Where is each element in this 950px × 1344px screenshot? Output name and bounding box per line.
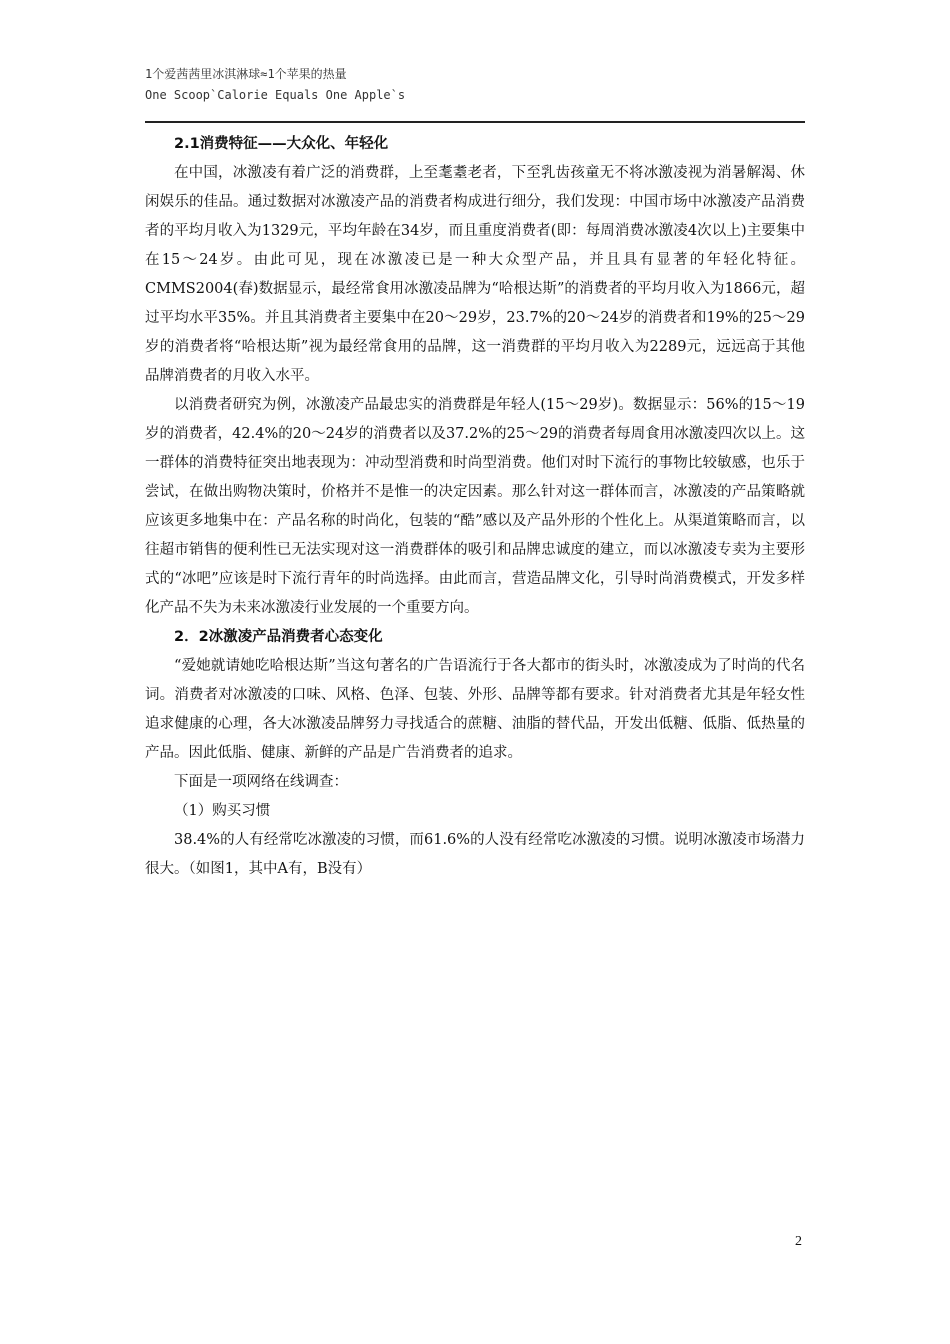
document-body bbox=[145, 130, 805, 884]
section-2-2-paragraph-1: “爱她就请她吃哈根达斯”当这句著名的广告语流行于各大都市的街头时，冰激凌成为了时尚的代名词。消费者对冰激凌的口味、风格、色泽、包装、外形、品牌等都有要求。针对消费者尤其是年轻女性追求健康的心理，各大冰激凌品牌努力寻找适合的蔗糖、油脂的替代品，开发出低糖、低脂、低热量的产品。因此低脂、健康、新鲜的产品是广告消费者的追求。 bbox=[145, 658, 805, 761]
section-2-1-paragraph-1: 在中国，冰激凌有着广泛的消费群，上至耄耋老者，下至乳齿孩童无不将冰激凌视为消暑解渴、休闲娱乐的佳品。通过数据对冰激凌产品的消费者构成进行细分，我们发现：中国市场中冰激凌产品消费者的平均月收入为1329元，平均年龄在34岁，而且重度消费者(即：每周消费冰激凌4次以上)主要集中在15～24岁。由此可见，现在冰激凌已是一种大众型产品，并且具有显著的年轻化特征。CMMS2004(春)数据显示，最经常食用冰激凌品牌为“哈根达斯”的消费者的平均月收入为1866元，超过平均水平35%。并且其消费者主要集中在20～29岁，23.7%的20～24岁的消费者和19%的25～29岁的消费者将“哈根达斯”视为最经常食用的品牌，这一消费群的平均月收入为2289元，远远高于其他品牌消费者的月收入水平。 bbox=[145, 165, 805, 384]
section-2-2-paragraph-3: （1）购买习惯 bbox=[174, 803, 271, 819]
header-english: One Scoop`Calorie Equals One Apple`s bbox=[145, 88, 406, 102]
header-rule bbox=[145, 121, 805, 123]
page-number: 2 bbox=[795, 1234, 802, 1249]
section-2-1-title: 2.1消费特征——大众化、年轻化 bbox=[174, 136, 389, 152]
header-chinese: 1个爱茜茜里冰淇淋球≈1个苹果的热量 bbox=[145, 67, 347, 81]
section-2-2-paragraph-2: 下面是一项网络在线调查： bbox=[174, 774, 348, 790]
running-header bbox=[145, 64, 805, 106]
section-2-2-paragraph-4: 38.4%的人有经常吃冰激凌的习惯，而61.6%的人没有经常吃冰激凌的习惯。说明冰激凌市场潜力很大。（如图1，其中A有，B没有） bbox=[145, 832, 805, 877]
section-2-2-title: 2．2冰激凌产品消费者心态变化 bbox=[174, 629, 383, 645]
section-2-1-paragraph-2: 以消费者研究为例，冰激凌产品最忠实的消费群是年轻人(15～29岁)。数据显示：56%的15～19岁的消费者，42.4%的20～24岁的消费者以及37.2%的25～29的消费者每周食用冰激凌四次以上。这一群体的消费特征突出地表现为：冲动型消费和时尚型消费。他们对时下流行的事物比较敏感，也乐于尝试，在做出购物决策时，价格并不是惟一的决定因素。那么针对这一群体而言，冰激凌的产品策略就应该更多地集中在：产品名称的时尚化，包装的“酷”感以及产品外形的个性化上。从渠道策略而言，以往超市销售的便利性已无法实现对这一消费群体的吸引和品牌忠诚度的建立，而以冰激凌专卖为主要形式的“冰吧”应该是时下流行青年的时尚选择。由此而言，营造品牌文化，引导时尚消费模式，开发多样化产品不失为未来冰激凌行业发展的一个重要方向。 bbox=[145, 397, 805, 616]
